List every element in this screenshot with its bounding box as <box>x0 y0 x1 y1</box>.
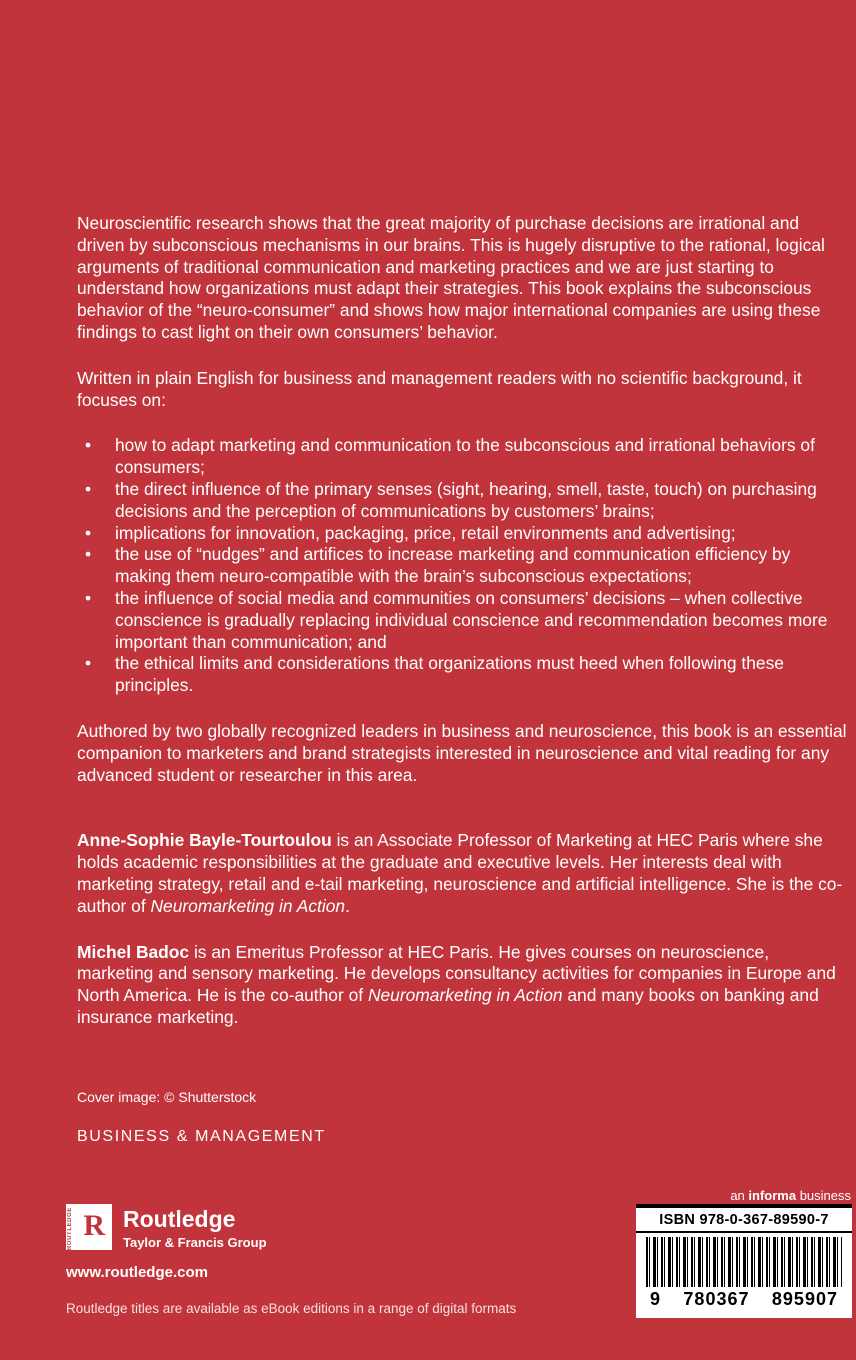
bullet-item <box>77 653 848 697</box>
author-bio-tail: . <box>345 895 350 916</box>
bullet-item <box>77 479 848 523</box>
author-bio-text: is an Emeritus Professor at HEC Paris. He gives courses on neuroscience, marketing and sensory marketing. He develops consultancy activities for companies in Europe and North America. He is the co-author of <box>77 941 836 1006</box>
ean-number <box>636 1289 852 1310</box>
barcode-panel <box>636 1204 852 1318</box>
bullet-text: the use of “nudges” and artifices to increase marketing and communication efficiency by making them neuro-compatible with the brain’s subconscious expectations; <box>115 544 791 587</box>
focus-paragraph: Written in plain English for business and management readers with no scientific background, it focuses on: <box>77 367 802 410</box>
category-label: BUSINESS & MANAGEMENT <box>77 1128 326 1145</box>
routledge-logo-letter: R <box>83 1209 105 1242</box>
intro-paragraph: Neuroscientific research shows that the great majority of purchase decisions are irrational and driven by subconscious mechanisms in our brains. This is hugely disruptive to the rational, logical arguments of traditional communication and marketing practices and we are just starting to understand how organizations must adapt their strategies. This book explains the subconscious behavior of the “neuro-consumer” and shows how major international companies are using these findings to cast light on their own consumers’ behavior. <box>77 213 825 342</box>
author-bio <box>77 830 848 917</box>
focus-list <box>77 435 848 697</box>
publisher-url: www.routledge.com <box>66 1264 208 1281</box>
isbn-divider <box>636 1231 852 1233</box>
ebook-availability-note: Routledge titles are available as eBook editions in a range of digital formats <box>66 1301 517 1316</box>
routledge-logo-vertical-text: ROUTLEDGE <box>67 1207 73 1251</box>
ean-group: 780367 <box>683 1288 750 1309</box>
informa-suffix: business <box>796 1188 851 1203</box>
author-bio-text: is an Associate Professor of Marketing at HEC Paris where she holds academic responsibilities at the graduate and executive levels. Her interests deal with marketing strategy, retail and e-tail marketing, neuroscience and artificial intelligence. She is the co-author of <box>77 830 843 916</box>
closing-paragraph: Authored by two globally recognized leaders in business and neuroscience, this book is an essential companion to marketers and brand strategists interested in neuroscience and vital reading for any advanced student or researcher in this area. <box>77 720 847 785</box>
bullet-text: implications for innovation, packaging, price, retail environments and advertising; <box>115 522 736 543</box>
bullet-item <box>77 544 848 588</box>
book-title: Neuromarketing in Action <box>150 895 346 916</box>
publisher-group: Taylor & Francis Group <box>123 1235 267 1250</box>
informa-brand: informa <box>748 1188 797 1203</box>
cover-image-credit: Cover image: © Shutterstock <box>77 1089 257 1105</box>
author-bio-tail: and many books on banking and insurance marketing. <box>77 985 819 1027</box>
informa-line <box>730 1188 851 1203</box>
informa-prefix: an <box>730 1188 749 1203</box>
ean-group: 895907 <box>771 1288 838 1309</box>
publisher-names <box>123 1204 267 1250</box>
author-bio <box>77 942 848 1029</box>
bullet-text: the influence of social media and communities on consumers’ decisions – when collective conscience is gradually replacing individual conscience and recommendation becomes more important than communication; and <box>115 587 828 652</box>
bullet-text: how to adapt marketing and communication to the subconscious and irrational behaviors of consumers; <box>115 435 815 478</box>
author-name: Michel Badoc <box>77 941 190 962</box>
publisher-logo-row <box>66 1204 267 1250</box>
bullet-item <box>77 523 848 545</box>
barcode-bars-icon <box>646 1237 842 1287</box>
ean-digit: 9 <box>650 1288 662 1309</box>
author-name: Anne-Sophie Bayle-Tourtoulou <box>77 830 332 851</box>
back-cover-blurb <box>77 213 848 1053</box>
book-title: Neuromarketing in Action <box>367 985 563 1006</box>
routledge-logo-icon <box>66 1204 112 1250</box>
isbn-label: ISBN 978-0-367-89590-7 <box>659 1212 829 1228</box>
bullet-item <box>77 435 848 479</box>
bullet-text: the ethical limits and considerations that organizations must heed when following these principles. <box>115 653 784 696</box>
bullet-text: the direct influence of the primary senses (sight, hearing, smell, taste, touch) on purchasing decisions and the perception of communications by customers’ brains; <box>115 478 817 521</box>
publisher-name: Routledge <box>123 1206 236 1232</box>
bullet-item <box>77 588 848 653</box>
publisher-block <box>66 1204 267 1281</box>
